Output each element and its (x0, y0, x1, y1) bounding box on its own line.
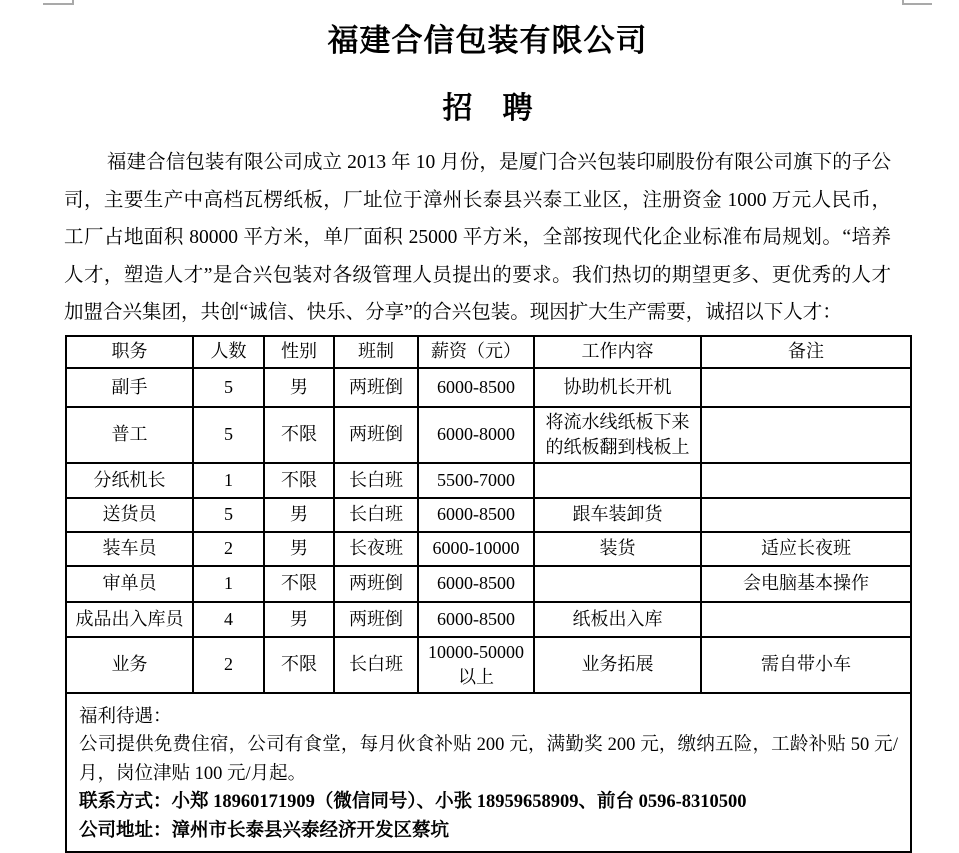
col-header-shift: 班制 (334, 336, 418, 368)
cell-salary: 6000-8000 (418, 407, 534, 463)
col-header-position: 职务 (66, 336, 193, 368)
cell-salary: 5500-7000 (418, 463, 534, 498)
cell-remarks (701, 463, 911, 498)
col-header-remarks: 备注 (701, 336, 911, 368)
cell-position: 分纸机长 (66, 463, 193, 498)
cell-headcount: 5 (193, 407, 264, 463)
col-header-salary: 薪资（元） (418, 336, 534, 368)
table-row (66, 637, 911, 693)
welfare-title: 福利待遇： (79, 703, 898, 732)
recruit-heading: 招 聘 (64, 83, 911, 127)
cell-salary: 6000-8500 (418, 566, 534, 602)
cell-shift: 两班倒 (334, 407, 418, 463)
col-header-job-content: 工作内容 (534, 336, 701, 368)
cell-headcount: 5 (193, 498, 264, 532)
table-row (66, 532, 911, 566)
cell-position: 副手 (66, 368, 193, 407)
cell-position: 普工 (66, 407, 193, 463)
company-title: 福建合信包装有限公司 (64, 15, 911, 60)
cell-salary: 6000-10000 (418, 532, 534, 566)
cell-job-content: 跟车装卸货 (534, 498, 701, 532)
cell-salary: 6000-8500 (418, 368, 534, 407)
cell-job-content: 装货 (534, 532, 701, 566)
cell-headcount: 1 (193, 463, 264, 498)
cell-remarks: 需自带小车 (701, 637, 911, 693)
table-row (66, 407, 911, 463)
cell-job-content (534, 566, 701, 602)
table-row (66, 566, 911, 602)
cell-job-content: 协助机长开机 (534, 368, 701, 407)
col-header-headcount: 人数 (193, 336, 264, 368)
cell-position: 业务 (66, 637, 193, 693)
cell-shift: 长白班 (334, 498, 418, 532)
cell-gender: 不限 (264, 566, 334, 602)
cell-job-content: 将流水线纸板下来的纸板翻到栈板上 (534, 407, 701, 463)
cell-position: 审单员 (66, 566, 193, 602)
address-line: 公司地址：漳州市长泰县兴泰经济开发区蔡坑 (79, 817, 898, 846)
cell-position: 送货员 (66, 498, 193, 532)
cell-gender: 男 (264, 602, 334, 637)
table-row (66, 498, 911, 532)
cell-job-content: 纸板出入库 (534, 602, 701, 637)
table-row (66, 602, 911, 637)
welfare-row (66, 693, 911, 853)
cell-gender: 不限 (264, 463, 334, 498)
intro-paragraph: 福建合信包装有限公司成立 2013 年 10 月份，是厦门合兴包装印刷股份有限公司旗下的子公司，主要生产中高档瓦楞纸板，厂址位于漳州长泰县兴泰工业区，注册资金 1000 万元人民币，工厂占地面积 80000 平方米，单厂面积 25000 平方米，全部按现代化企业标准布局规划。“培养人才，塑造人才”是合兴包装对各级管理人员提出的要求。我们热切的期望更多、更优秀的人才加盟合兴集团，共创“诚信、快乐、分享”的合兴包装。现因扩大生产需要，诚招以下人才： (64, 144, 891, 332)
contact-line: 联系方式：小郑 18960171909（微信同号）、小张 18959658909、前台 0596-8310500 (79, 788, 898, 817)
cell-gender: 不限 (264, 637, 334, 693)
cell-job-content (534, 463, 701, 498)
cell-shift: 两班倒 (334, 566, 418, 602)
col-header-gender: 性别 (264, 336, 334, 368)
cell-gender: 不限 (264, 407, 334, 463)
cell-shift: 长夜班 (334, 532, 418, 566)
table-row (66, 463, 911, 498)
cell-remarks (701, 498, 911, 532)
cell-gender: 男 (264, 368, 334, 407)
cell-headcount: 4 (193, 602, 264, 637)
cell-position: 成品出入库员 (66, 602, 193, 637)
cell-remarks (701, 602, 911, 637)
cell-headcount: 2 (193, 637, 264, 693)
cell-headcount: 2 (193, 532, 264, 566)
cell-shift: 长白班 (334, 637, 418, 693)
cell-remarks: 会电脑基本操作 (701, 566, 911, 602)
header-row (66, 336, 911, 368)
cell-gender: 男 (264, 498, 334, 532)
document-page (64, 0, 911, 853)
cell-remarks (701, 407, 911, 463)
cell-gender: 男 (264, 532, 334, 566)
cell-salary: 10000-50000 以上 (418, 637, 534, 693)
cell-job-content: 业务拓展 (534, 637, 701, 693)
cell-salary: 6000-8500 (418, 602, 534, 637)
cell-shift: 两班倒 (334, 368, 418, 407)
cell-headcount: 5 (193, 368, 264, 407)
cell-remarks: 适应长夜班 (701, 532, 911, 566)
cell-position: 装车员 (66, 532, 193, 566)
cell-headcount: 1 (193, 566, 264, 602)
cell-shift: 长白班 (334, 463, 418, 498)
welfare-text: 公司提供免费住宿，公司有食堂，每月伙食补贴 200 元，满勤奖 200 元，缴纳五险，工龄补贴 50 元/月，岗位津贴 100 元/月起。 (79, 731, 898, 788)
cell-shift: 两班倒 (334, 602, 418, 637)
table-row (66, 368, 911, 407)
cell-remarks (701, 368, 911, 407)
job-table (65, 335, 912, 853)
cell-salary: 6000-8500 (418, 498, 534, 532)
welfare-cell (66, 693, 911, 853)
